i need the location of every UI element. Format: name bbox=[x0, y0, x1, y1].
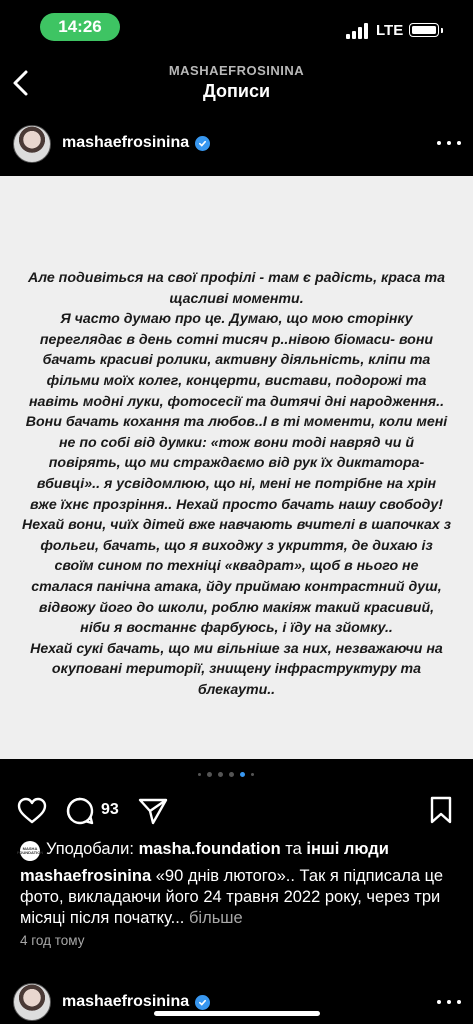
like-heart-icon[interactable] bbox=[17, 797, 47, 825]
likes-prefix: Уподобали: bbox=[46, 840, 134, 858]
carousel-dot bbox=[207, 772, 212, 777]
next-post-avatar[interactable] bbox=[13, 983, 51, 1021]
status-time: 14:26 bbox=[40, 13, 120, 41]
carousel-dot-active bbox=[240, 772, 245, 777]
caption-username[interactable]: mashaefrosinina bbox=[20, 867, 152, 885]
likes-joiner: та bbox=[285, 840, 302, 858]
verified-badge-icon bbox=[195, 995, 210, 1010]
verified-badge-icon bbox=[195, 136, 210, 151]
image-text-line: Вони бачать кохання та любов..І в ті моменти, коли мені не по собі від думки: «тож вони тоді навряд чи й повірять, що ми страждаємо від рук їх диктатора-вбивці».. я усвідомлюю, що ні, мені не потрібне на хрін вже їхнє прозріння.. Нехай просто бачать нашу свободу! bbox=[25, 414, 448, 513]
signal-icon bbox=[346, 23, 370, 39]
carousel-dot bbox=[218, 772, 223, 777]
carousel-dot bbox=[229, 772, 234, 777]
post-caption bbox=[20, 866, 455, 929]
next-post-username[interactable]: mashaefrosinina bbox=[62, 993, 190, 1010]
next-post-more-options-icon[interactable] bbox=[437, 1000, 461, 1006]
likes-line bbox=[46, 840, 389, 859]
post-image-text bbox=[22, 268, 451, 700]
comment-icon[interactable] bbox=[65, 796, 95, 826]
carousel-dot bbox=[198, 773, 201, 776]
carousel-indicator bbox=[198, 772, 254, 777]
caption-text: «90 днів лютого».. Так я підписала це фото, викладаючи його 24 травня 2022 року, через три місяці після початку... bbox=[20, 867, 444, 927]
post-avatar[interactable] bbox=[13, 125, 51, 163]
image-text-line: Я часто думаю про це. Думаю, що мою сторінку переглядає в день сотні тисяч р..нівою біомаси- вони бачать красиві ролики, активну діяльність, кліпи та фільми моїх колег, концерти, вистави, подорожі та навіть модні луки, фотосесії та дитячі дні народження.. bbox=[28, 311, 445, 410]
post-more-options-icon[interactable] bbox=[437, 141, 461, 147]
network-label: LTE bbox=[376, 22, 404, 39]
post-timestamp: 4 год тому bbox=[20, 933, 85, 948]
image-text-line: Нехай сукі бачать, що ми вільніше за них, незважаючи на окуповані території, знищену інфраструктуру та блекаути.. bbox=[30, 640, 443, 698]
page-title: Дописи bbox=[202, 81, 271, 101]
post-username[interactable]: mashaefrosinina bbox=[62, 134, 190, 151]
image-text-line: Але подивіться на свої профілі - там є радість, краса та щасливі моменти. bbox=[27, 270, 446, 307]
battery-icon bbox=[409, 23, 439, 37]
home-indicator[interactable] bbox=[154, 1011, 320, 1016]
comment-count[interactable]: 93 bbox=[101, 801, 119, 818]
likes-others-link[interactable]: інші люди bbox=[306, 840, 389, 858]
save-bookmark-icon[interactable] bbox=[429, 796, 453, 824]
liker-avatar[interactable]: MASHA FOUNDATION bbox=[20, 841, 40, 861]
share-send-icon[interactable] bbox=[138, 797, 168, 825]
header-username: MASHAEFROSININA bbox=[168, 63, 305, 78]
liker-username[interactable]: masha.foundation bbox=[138, 840, 281, 858]
image-text-line: Нехай вони, чиїх дітей вже навчають вчителі в шапочках з фольги, бачать, що я виходжу з укриття, де дихаю із своїм сином по техніці «квадрат», щоб в нього не сталася панічна атака, йду приймаю контрастний душ, відвожу його до школи, роблю макіяж такий красивий, ніби я востаннє фарбуюсь, і їду на зйомку.. bbox=[22, 517, 451, 637]
caption-more-link[interactable]: більше bbox=[188, 909, 243, 927]
post-image[interactable] bbox=[0, 176, 473, 759]
carousel-dot bbox=[251, 773, 254, 776]
